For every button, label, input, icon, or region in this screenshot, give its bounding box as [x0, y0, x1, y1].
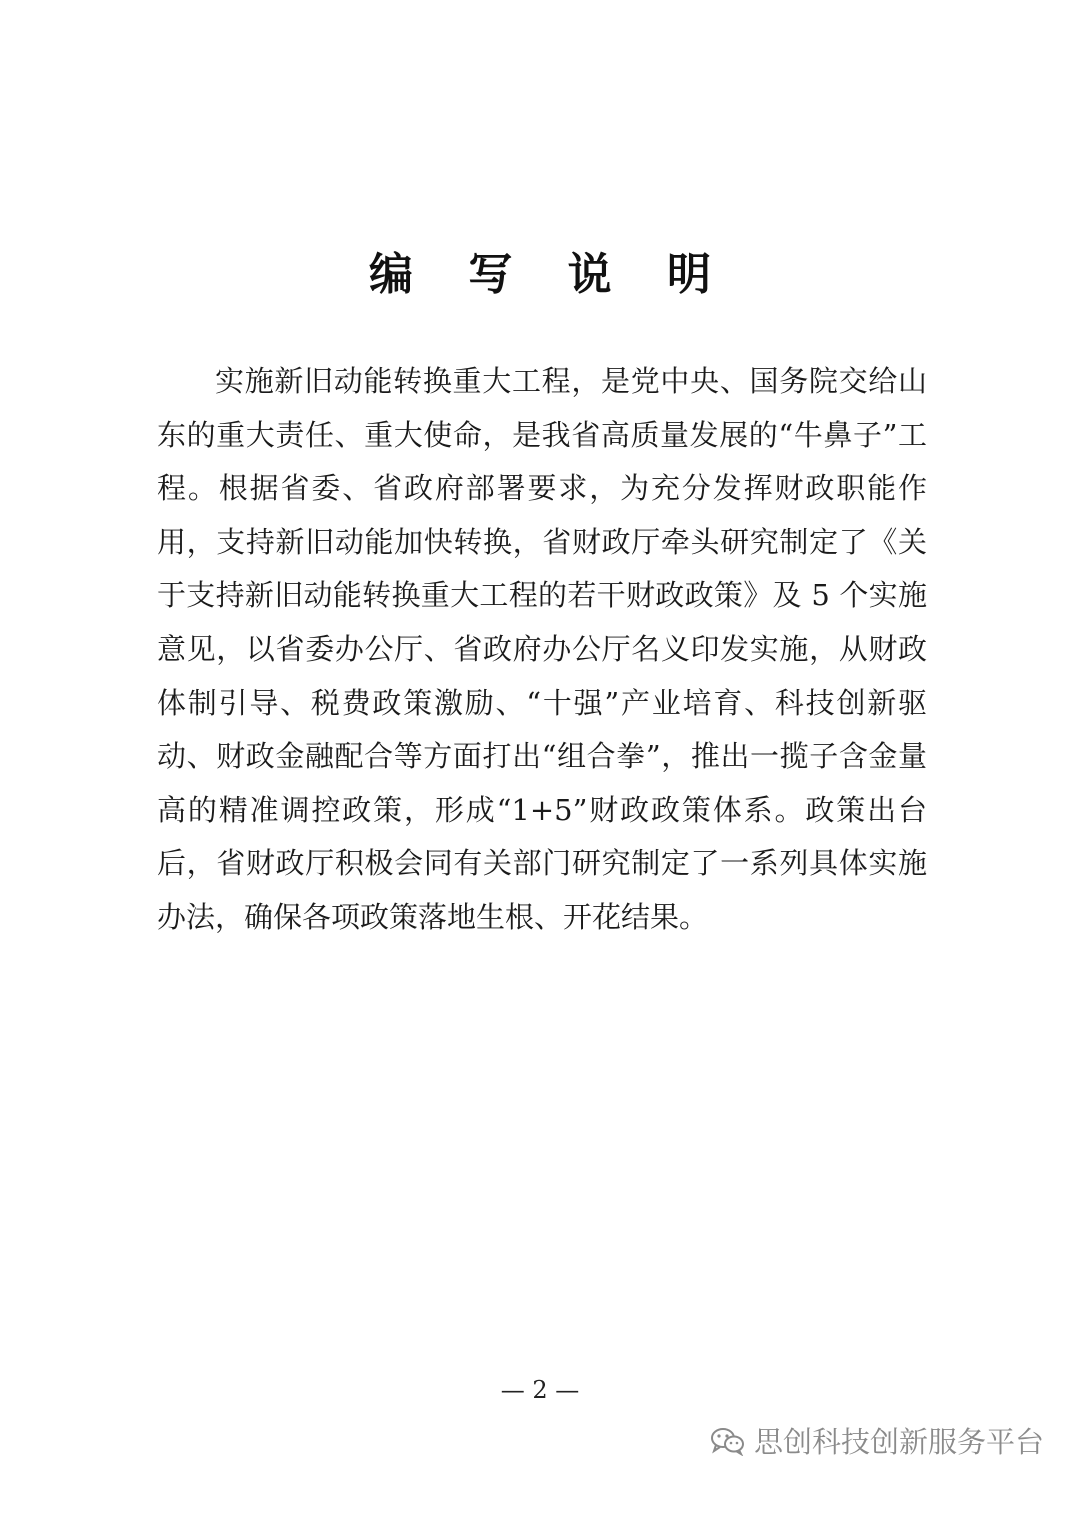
wechat-icon — [710, 1426, 746, 1456]
watermark — [710, 1420, 1044, 1461]
page-number: — 2 — — [500, 1376, 580, 1404]
watermark-text: 思创科技创新服务平台 — [753, 1425, 1044, 1459]
body-paragraph: 实施新旧动能转换重大工程，是党中央、国务院交给山东的重大责任、重大使命，是我省高质量发展的“牛鼻子”工程。根据省委、省政府部署要求，为充分发挥财政职能作用，支持新旧动能加快转换，省财政厅牵头研究制定了《关于支持新旧动能转换重大工程的若干财政政策》及 5 个实施意见，以省委办公厅、省政府办公厅名义印发实施，从财政体制引导、税费政策激励、“十强”产业培育、科技创新驱动、财政金融配合等方面打出“组合拳”，推出一揽子含金量高的精准调控政策，形成“1+5”财政政策体系。政策出台后，省财政厅积极会同有关部门研究制定了一系列具体实施办法，确保各项政策落地生根、开花结果。 — [157, 364, 927, 934]
document-title: 编 写 说 明 — [369, 249, 731, 300]
